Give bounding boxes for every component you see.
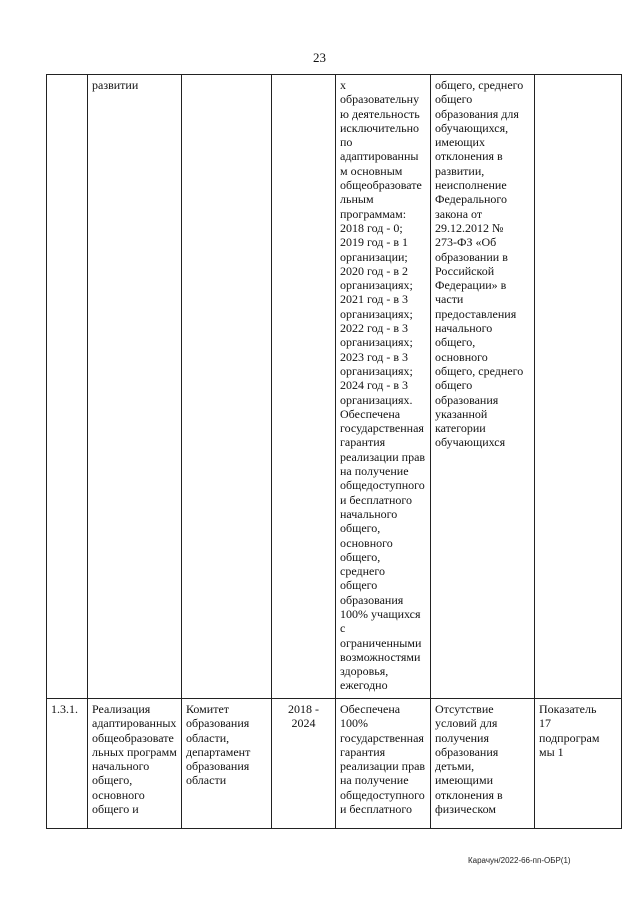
page-number: 23 <box>313 50 326 65</box>
table-row <box>47 75 622 699</box>
cell-executor <box>182 75 272 699</box>
document-footer-code: Карачун/2022-66-пп-ОБР(1) <box>468 856 571 865</box>
measures-table <box>46 74 622 829</box>
cell-period <box>272 75 336 699</box>
cell-measure-name: Реализация адаптированных общеобразовате льных программ начального общего, основного общего и <box>88 699 182 829</box>
cell-consequence: общего, среднего общего образования для обучающихся, имеющих отклонения в развитии, неисполнение Федерального закона от 29.12.2012 № 273-ФЗ «Об образовании в Российской Федерации» в части предоставления начального общего, основного общего, среднего общего образования указанной категории обучающихся <box>431 75 535 699</box>
cell-executor: Комитет образования области, департамент образования области <box>182 699 272 829</box>
cell-expected-result: Обеспечена 100% государственная гарантия реализации прав на получение общедоступного и бесплатного <box>336 699 431 829</box>
cell-measure-name: развитии <box>88 75 182 699</box>
cell-number: 1.3.1. <box>47 699 88 829</box>
cell-indicator <box>535 75 622 699</box>
cell-period: 2018 - 2024 <box>272 699 336 829</box>
table-row <box>47 699 622 829</box>
cell-indicator: Показатель 17 подпрограм мы 1 <box>535 699 622 829</box>
cell-expected-result: х образовательну ю деятельность исключительно по адаптированны м основным общеобразовате льным программам: 2018 год - 0; 2019 год - в 1 организации; 2020 год - в 2 организациях; 2021 год - в 3 организациях; 2022 год - в 3 организациях; 2023 год - в 3 организациях; 2024 год - в 3 организациях. Обеспечена государственная гарантия реализации прав на получение общедоступного и бесплатного начального общего, основного общего, среднего общего образования 100% учащихся с ограниченными возможностями здоровья, ежегодно <box>336 75 431 699</box>
cell-number <box>47 75 88 699</box>
cell-consequence: Отсутствие условий для получения образования детьми, имеющими отклонения в физическом <box>431 699 535 829</box>
